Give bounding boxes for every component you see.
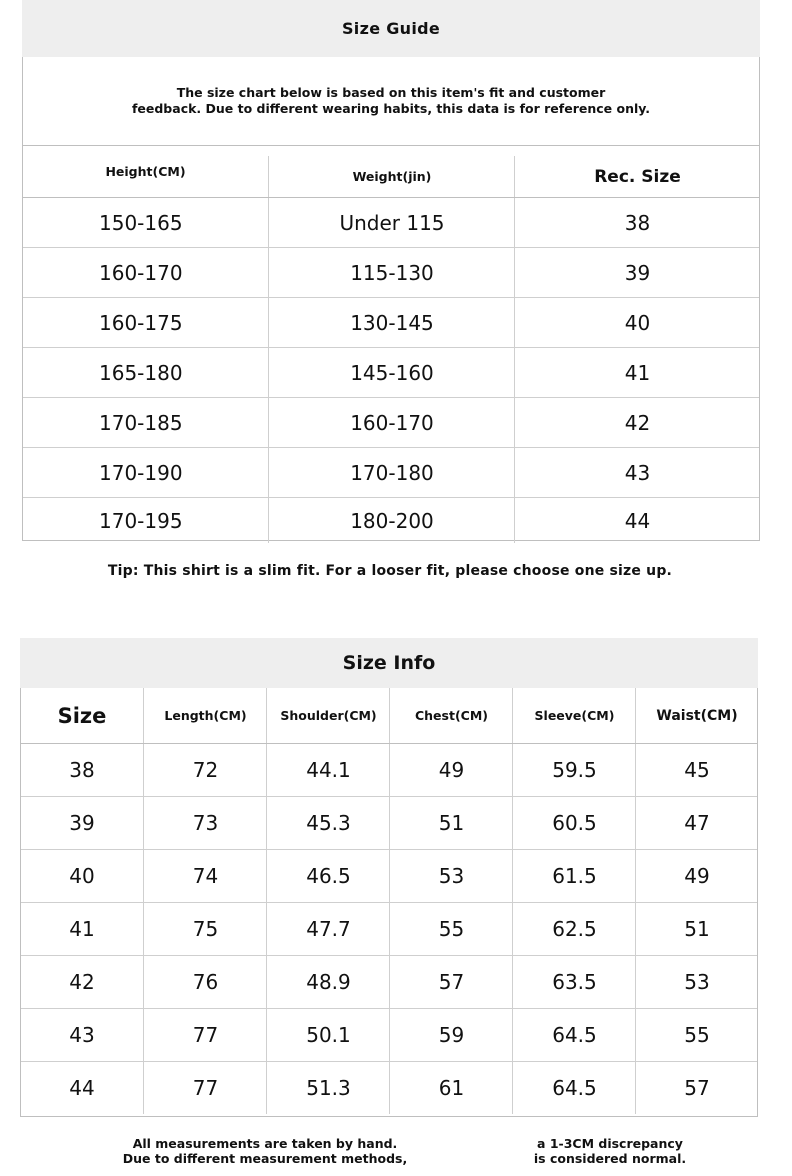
waist-cell: 45	[635, 744, 758, 796]
size-cell: 43	[69, 1023, 95, 1047]
waist-cell: 55	[635, 1009, 758, 1061]
size-info-header-row	[21, 688, 757, 744]
header-shoulder: Shoulder(CM)	[266, 688, 390, 743]
table-row	[21, 1009, 757, 1062]
table-row	[21, 903, 757, 956]
chest-cell: 59	[389, 1009, 513, 1061]
table-row	[21, 744, 757, 797]
waist-cell: 47	[635, 797, 758, 849]
size-cell: 39	[69, 811, 95, 835]
height-cell: 170-195	[99, 508, 183, 533]
height-cell: 160-170	[99, 260, 183, 285]
header-weight: Weight(jin)	[268, 156, 515, 197]
measurement-note-left	[110, 1136, 420, 1166]
size-guide-note-line2: feedback. Due to different wearing habits, this data is for reference only.	[131, 101, 651, 116]
length-cell: 77	[143, 1062, 267, 1114]
length-cell: 74	[143, 850, 267, 902]
size-guide-section	[22, 0, 760, 541]
size-guide-note-line1: The size chart below is based on this item's fit and customer	[176, 85, 606, 100]
weight-cell: Under 115	[268, 198, 515, 247]
length-cell: 76	[143, 956, 267, 1008]
length-cell: 72	[143, 744, 267, 796]
table-row	[23, 448, 759, 498]
height-cell: 170-185	[99, 410, 183, 435]
length-cell: 73	[143, 797, 267, 849]
size-info-section	[20, 638, 758, 1117]
header-height: Height(CM)	[105, 164, 186, 179]
waist-cell: 49	[635, 850, 758, 902]
size-cell: 44	[69, 1076, 95, 1100]
measurement-note-right-line1: a 1-3CM discrepancy	[537, 1136, 683, 1151]
length-cell: 75	[143, 903, 267, 955]
weight-cell: 170-180	[268, 448, 515, 497]
chest-cell: 53	[389, 850, 513, 902]
height-cell: 165-180	[99, 360, 183, 385]
size-guide-header-row	[23, 146, 759, 198]
header-sleeve: Sleeve(CM)	[512, 688, 636, 743]
table-row	[23, 398, 759, 448]
rec-size-cell: 43	[514, 448, 760, 497]
height-cell: 170-190	[99, 460, 183, 485]
sleeve-cell: 63.5	[512, 956, 636, 1008]
table-row	[21, 1062, 757, 1114]
header-size: Size	[57, 703, 107, 728]
shoulder-cell: 44.1	[266, 744, 390, 796]
weight-cell: 115-130	[268, 248, 515, 297]
shoulder-cell: 46.5	[266, 850, 390, 902]
rec-size-cell: 44	[514, 498, 760, 543]
sleeve-cell: 62.5	[512, 903, 636, 955]
measurement-note-left-line2: Due to different measurement methods,	[122, 1151, 408, 1166]
weight-cell: 180-200	[268, 498, 515, 543]
size-cell: 41	[69, 917, 95, 941]
shoulder-cell: 50.1	[266, 1009, 390, 1061]
height-cell: 160-175	[99, 310, 183, 335]
rec-size-cell: 42	[514, 398, 760, 447]
fit-tip: Tip: This shirt is a slim fit. For a looser fit, please choose one size up.	[107, 563, 673, 579]
measurement-note-right	[510, 1136, 710, 1166]
header-waist: Waist(CM)	[635, 688, 758, 743]
rec-size-cell: 40	[514, 298, 760, 347]
measurement-note-right-line2: is considered normal.	[533, 1151, 687, 1166]
shoulder-cell: 47.7	[266, 903, 390, 955]
table-row	[21, 850, 757, 903]
waist-cell: 51	[635, 903, 758, 955]
header-length: Length(CM)	[143, 688, 267, 743]
shoulder-cell: 45.3	[266, 797, 390, 849]
weight-cell: 160-170	[268, 398, 515, 447]
sleeve-cell: 64.5	[512, 1009, 636, 1061]
table-row	[23, 348, 759, 398]
sleeve-cell: 59.5	[512, 744, 636, 796]
table-row	[23, 298, 759, 348]
size-info-title: Size Info	[20, 638, 758, 688]
height-cell: 150-165	[99, 210, 183, 235]
size-guide-table	[23, 146, 759, 543]
shoulder-cell: 48.9	[266, 956, 390, 1008]
header-rec-size: Rec. Size	[514, 156, 760, 197]
table-row	[23, 198, 759, 248]
rec-size-cell: 41	[514, 348, 760, 397]
rec-size-cell: 39	[514, 248, 760, 297]
header-chest: Chest(CM)	[389, 688, 513, 743]
chest-cell: 61	[389, 1062, 513, 1114]
chest-cell: 49	[389, 744, 513, 796]
length-cell: 77	[143, 1009, 267, 1061]
size-info-table	[20, 688, 758, 1117]
size-cell: 42	[69, 970, 95, 994]
measurement-note-left-line1: All measurements are taken by hand.	[132, 1136, 398, 1151]
chest-cell: 57	[389, 956, 513, 1008]
table-row	[23, 498, 759, 543]
table-row	[21, 797, 757, 850]
sleeve-cell: 64.5	[512, 1062, 636, 1114]
sleeve-cell: 60.5	[512, 797, 636, 849]
size-cell: 40	[69, 864, 95, 888]
size-guide-title: Size Guide	[22, 0, 760, 57]
table-row	[23, 248, 759, 298]
weight-cell: 145-160	[268, 348, 515, 397]
size-cell: 38	[69, 758, 95, 782]
sleeve-cell: 61.5	[512, 850, 636, 902]
weight-cell: 130-145	[268, 298, 515, 347]
size-guide-body	[22, 57, 760, 541]
chest-cell: 55	[389, 903, 513, 955]
waist-cell: 57	[635, 1062, 758, 1114]
chest-cell: 51	[389, 797, 513, 849]
waist-cell: 53	[635, 956, 758, 1008]
size-guide-note	[23, 57, 759, 146]
rec-size-cell: 38	[514, 198, 760, 247]
table-row	[21, 956, 757, 1009]
shoulder-cell: 51.3	[266, 1062, 390, 1114]
